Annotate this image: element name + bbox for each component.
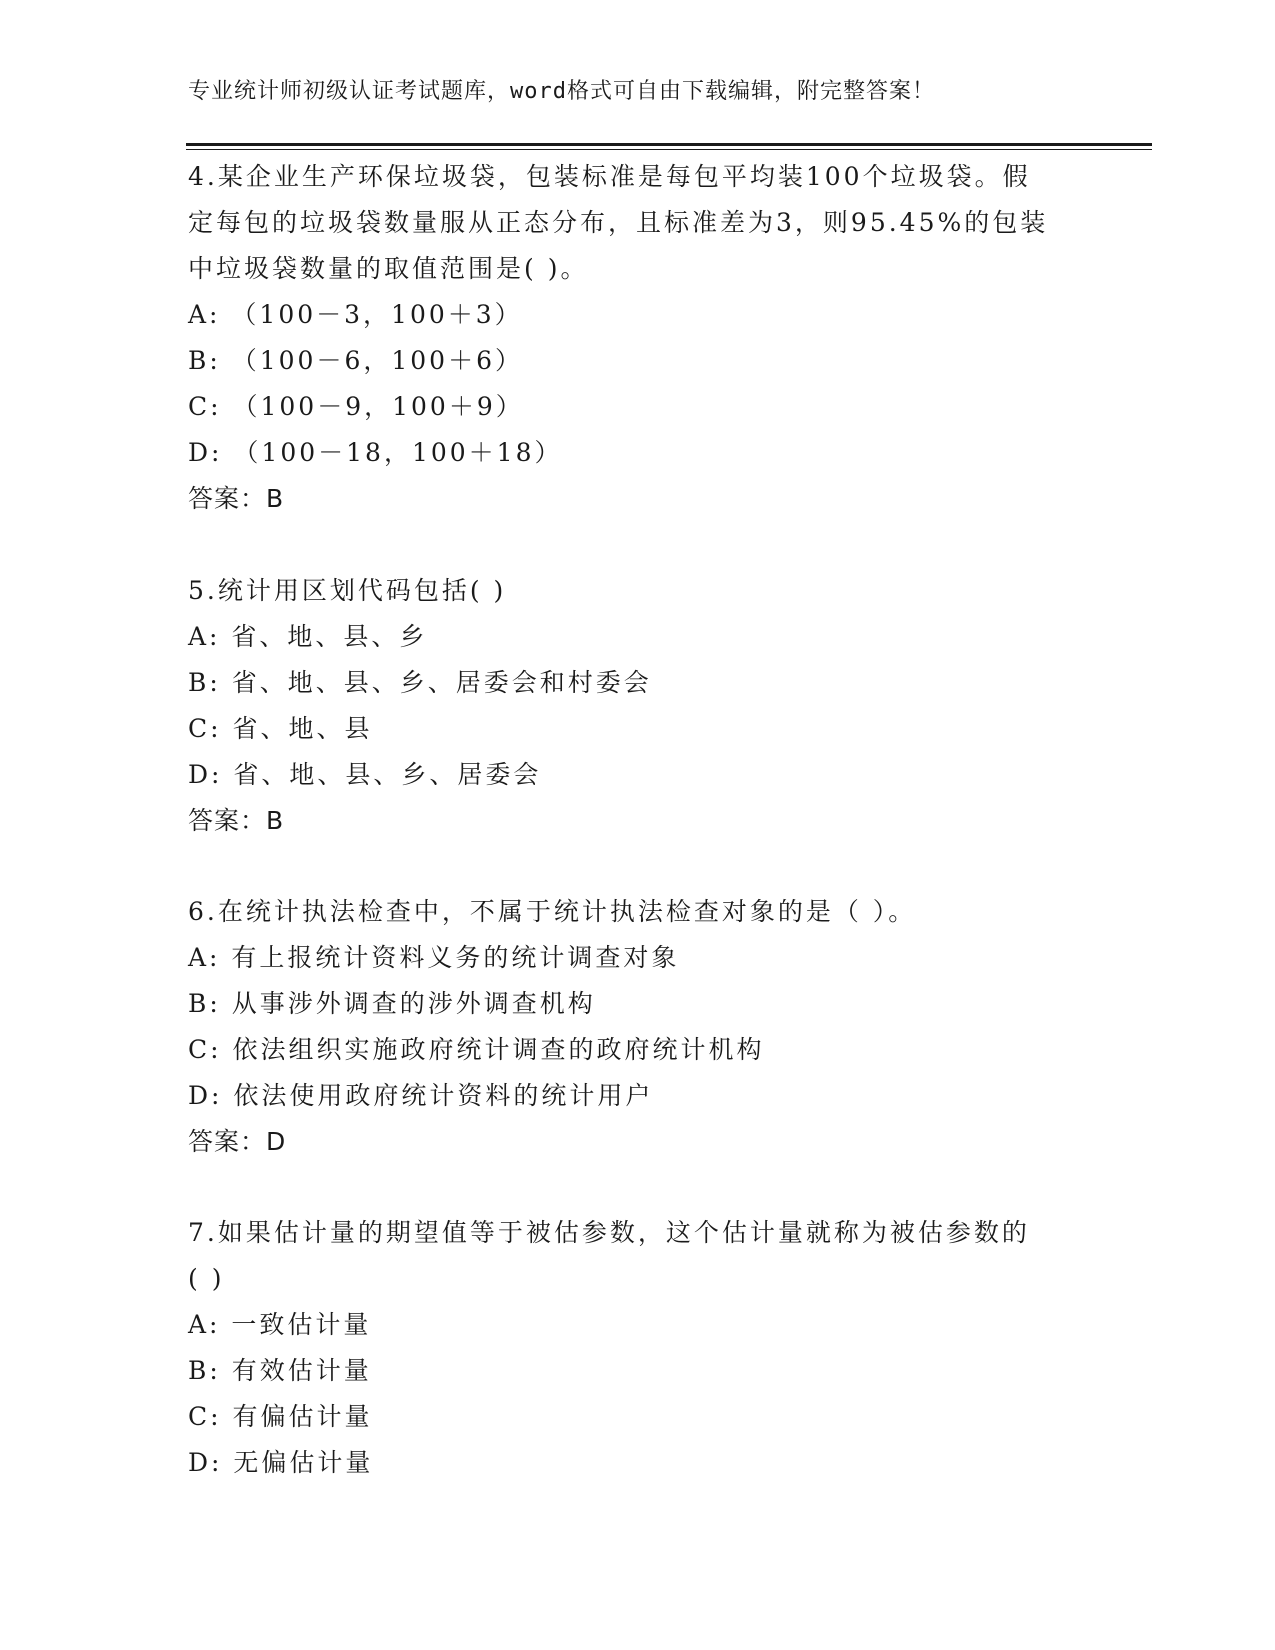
answer: 答案：D (188, 1127, 287, 1156)
question-text-line: 定每包的垃圾袋数量服从正态分布，且标准差为3，则95.45%的包装 (188, 208, 1049, 237)
question-text-line: 6.在统计执法检查中，不属于统计执法检查对象的是（ ）。 (188, 897, 917, 926)
option-b: B: 省、地、县、乡、居委会和村委会 (188, 668, 652, 697)
question-text-line: 5.统计用区划代码包括( ) (188, 576, 507, 605)
option-c: C: （100－9，100＋9） (188, 392, 524, 421)
question-text-line: ( ) (188, 1264, 225, 1293)
question-5 (188, 568, 1068, 844)
option-d: D: 无偏估计量 (188, 1448, 374, 1477)
option-b: B: 从事涉外调查的涉外调查机构 (188, 989, 596, 1018)
question-text-line: 4.某企业生产环保垃圾袋，包装标准是每包平均装100个垃圾袋。假 (188, 162, 1031, 191)
option-d: D: 省、地、县、乡、居委会 (188, 760, 542, 789)
option-a: A: 省、地、县、乡 (188, 622, 428, 651)
option-b: B: 有效估计量 (188, 1356, 372, 1385)
option-a: A: 一致估计量 (188, 1310, 372, 1339)
question-6 (188, 889, 1068, 1165)
option-c: C: 有偏估计量 (188, 1402, 373, 1431)
option-c: C: 省、地、县 (188, 714, 373, 743)
question-4 (188, 154, 1068, 522)
header-rule-thick (186, 143, 1152, 146)
question-7 (188, 1210, 1068, 1486)
page-header: 专业统计师初级认证考试题库，word格式可自由下载编辑，附完整答案！ (188, 79, 935, 104)
option-d: D: 依法使用政府统计资料的统计用户 (188, 1081, 654, 1110)
option-c: C: 依法组织实施政府统计调查的政府统计机构 (188, 1035, 765, 1064)
answer: 答案：B (188, 806, 285, 835)
question-text-line: 7.如果估计量的期望值等于被估参数，这个估计量就称为被估参数的 (188, 1218, 1030, 1247)
question-text-line: 中垃圾袋数量的取值范围是( )。 (188, 254, 589, 283)
header-rule-thin (186, 149, 1152, 150)
option-d: D: （100－18，100＋18） (188, 438, 563, 467)
option-a: A: 有上报统计资料义务的统计调查对象 (188, 943, 680, 972)
answer: 答案：B (188, 484, 285, 513)
option-a: A: （100－3，100＋3） (188, 300, 523, 329)
option-b: B: （100－6，100＋6） (188, 346, 523, 375)
